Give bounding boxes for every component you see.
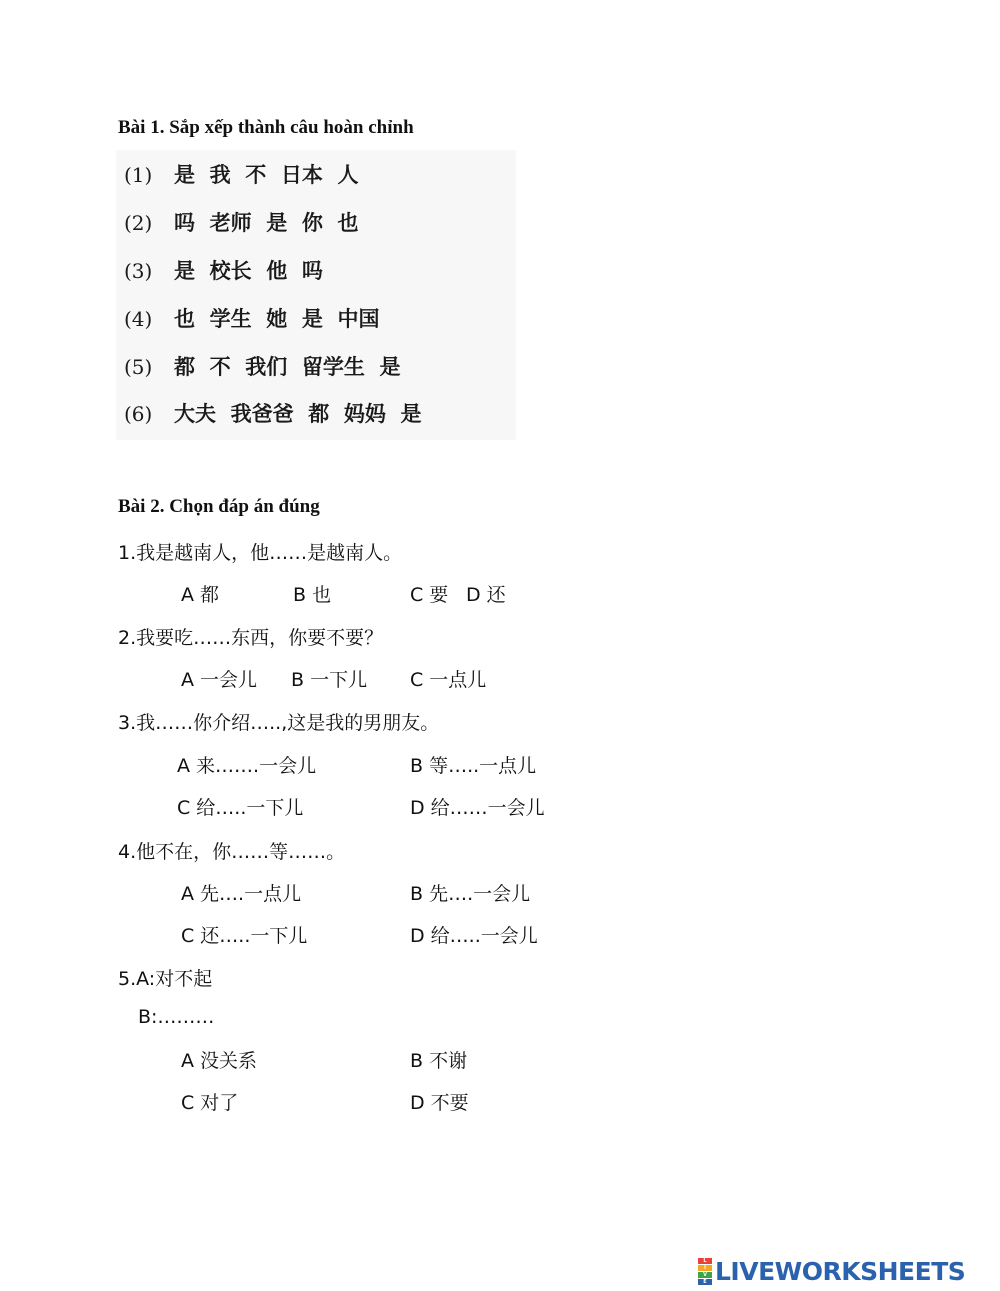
- liveworksheets-logo-icon: [698, 1258, 712, 1285]
- scan-line-2: [124, 206, 359, 240]
- scan-line-text: 都 不 我们 留学生 是: [174, 355, 401, 379]
- q5-option-c[interactable]: C 对了: [181, 1092, 239, 1114]
- question-3: 3.我……你介绍…..,这是我的男朋友。: [118, 712, 440, 734]
- scan-line-number: (4): [124, 307, 153, 331]
- scan-line-4: [124, 302, 380, 336]
- q4-option-b[interactable]: B 先….一会儿: [410, 883, 531, 905]
- logo-block-v: V: [698, 1272, 712, 1278]
- scan-line-3: [124, 254, 323, 288]
- q2-option-c[interactable]: C 一点儿: [410, 669, 487, 691]
- scan-line-5: [124, 350, 401, 384]
- q5-option-b[interactable]: B 不谢: [410, 1050, 468, 1072]
- scan-line-text: 也 学生 她 是 中国: [174, 307, 380, 331]
- q5-option-d[interactable]: D 不要: [410, 1092, 469, 1114]
- scan-line-6: [124, 397, 422, 431]
- q5-option-a[interactable]: A 没关系: [181, 1050, 258, 1072]
- bai2-title: Bài 2. Chọn đáp án đúng: [118, 496, 320, 517]
- scan-line-text: 大夫 我爸爸 都 妈妈 是: [174, 402, 422, 426]
- q2-option-a[interactable]: A 一会儿: [181, 669, 258, 691]
- question-4: 4.他不在，你……等……。: [118, 841, 346, 863]
- q3-option-a[interactable]: A 来…….一会儿: [177, 755, 317, 777]
- q4-option-d[interactable]: D 给…..一会儿: [410, 925, 538, 947]
- bai1-title: Bài 1. Sắp xếp thành câu hoàn chỉnh: [118, 117, 414, 138]
- q1-option-a[interactable]: A 都: [181, 584, 220, 606]
- q3-option-d[interactable]: D 给……一会儿: [410, 797, 545, 819]
- q1-option-b[interactable]: B 也: [293, 584, 332, 606]
- scan-line-1: [124, 158, 359, 192]
- scan-line-text: 吗 老师 是 你 也: [174, 211, 359, 235]
- question-2: 2.我要吃……东西，你要不要？: [118, 627, 384, 649]
- question-5-b: B:………: [138, 1006, 215, 1028]
- scan-line-number: (6): [124, 402, 153, 426]
- q4-option-c[interactable]: C 还…..一下儿: [181, 925, 308, 947]
- logo-block-i: I: [698, 1265, 712, 1271]
- q1-option-c[interactable]: C 要: [410, 584, 449, 606]
- question-1: 1.我是越南人，他……是越南人。: [118, 542, 403, 564]
- q4-option-a[interactable]: A 先….一点儿: [181, 883, 302, 905]
- scan-line-number: (2): [124, 211, 153, 235]
- liveworksheets-logo-text: LIVEWORKSHEETS: [715, 1256, 966, 1286]
- question-5-a: 5.A:对不起: [118, 968, 213, 990]
- liveworksheets-logo: [698, 1256, 965, 1286]
- q3-option-c[interactable]: C 给…..一下儿: [177, 797, 304, 819]
- scan-line-number: (5): [124, 355, 153, 379]
- q2-option-b[interactable]: B 一下儿: [291, 669, 368, 691]
- scan-line-text: 是 校长 他 吗: [174, 259, 323, 283]
- scan-line-number: (1): [124, 163, 153, 187]
- q1-option-d[interactable]: D 还: [466, 584, 506, 606]
- q3-option-b[interactable]: B 等…..一点儿: [410, 755, 537, 777]
- scan-line-number: (3): [124, 259, 153, 283]
- scan-line-text: 是 我 不 日本 人: [174, 163, 359, 187]
- logo-block-e: E: [698, 1279, 712, 1285]
- logo-block-l: L: [698, 1258, 712, 1264]
